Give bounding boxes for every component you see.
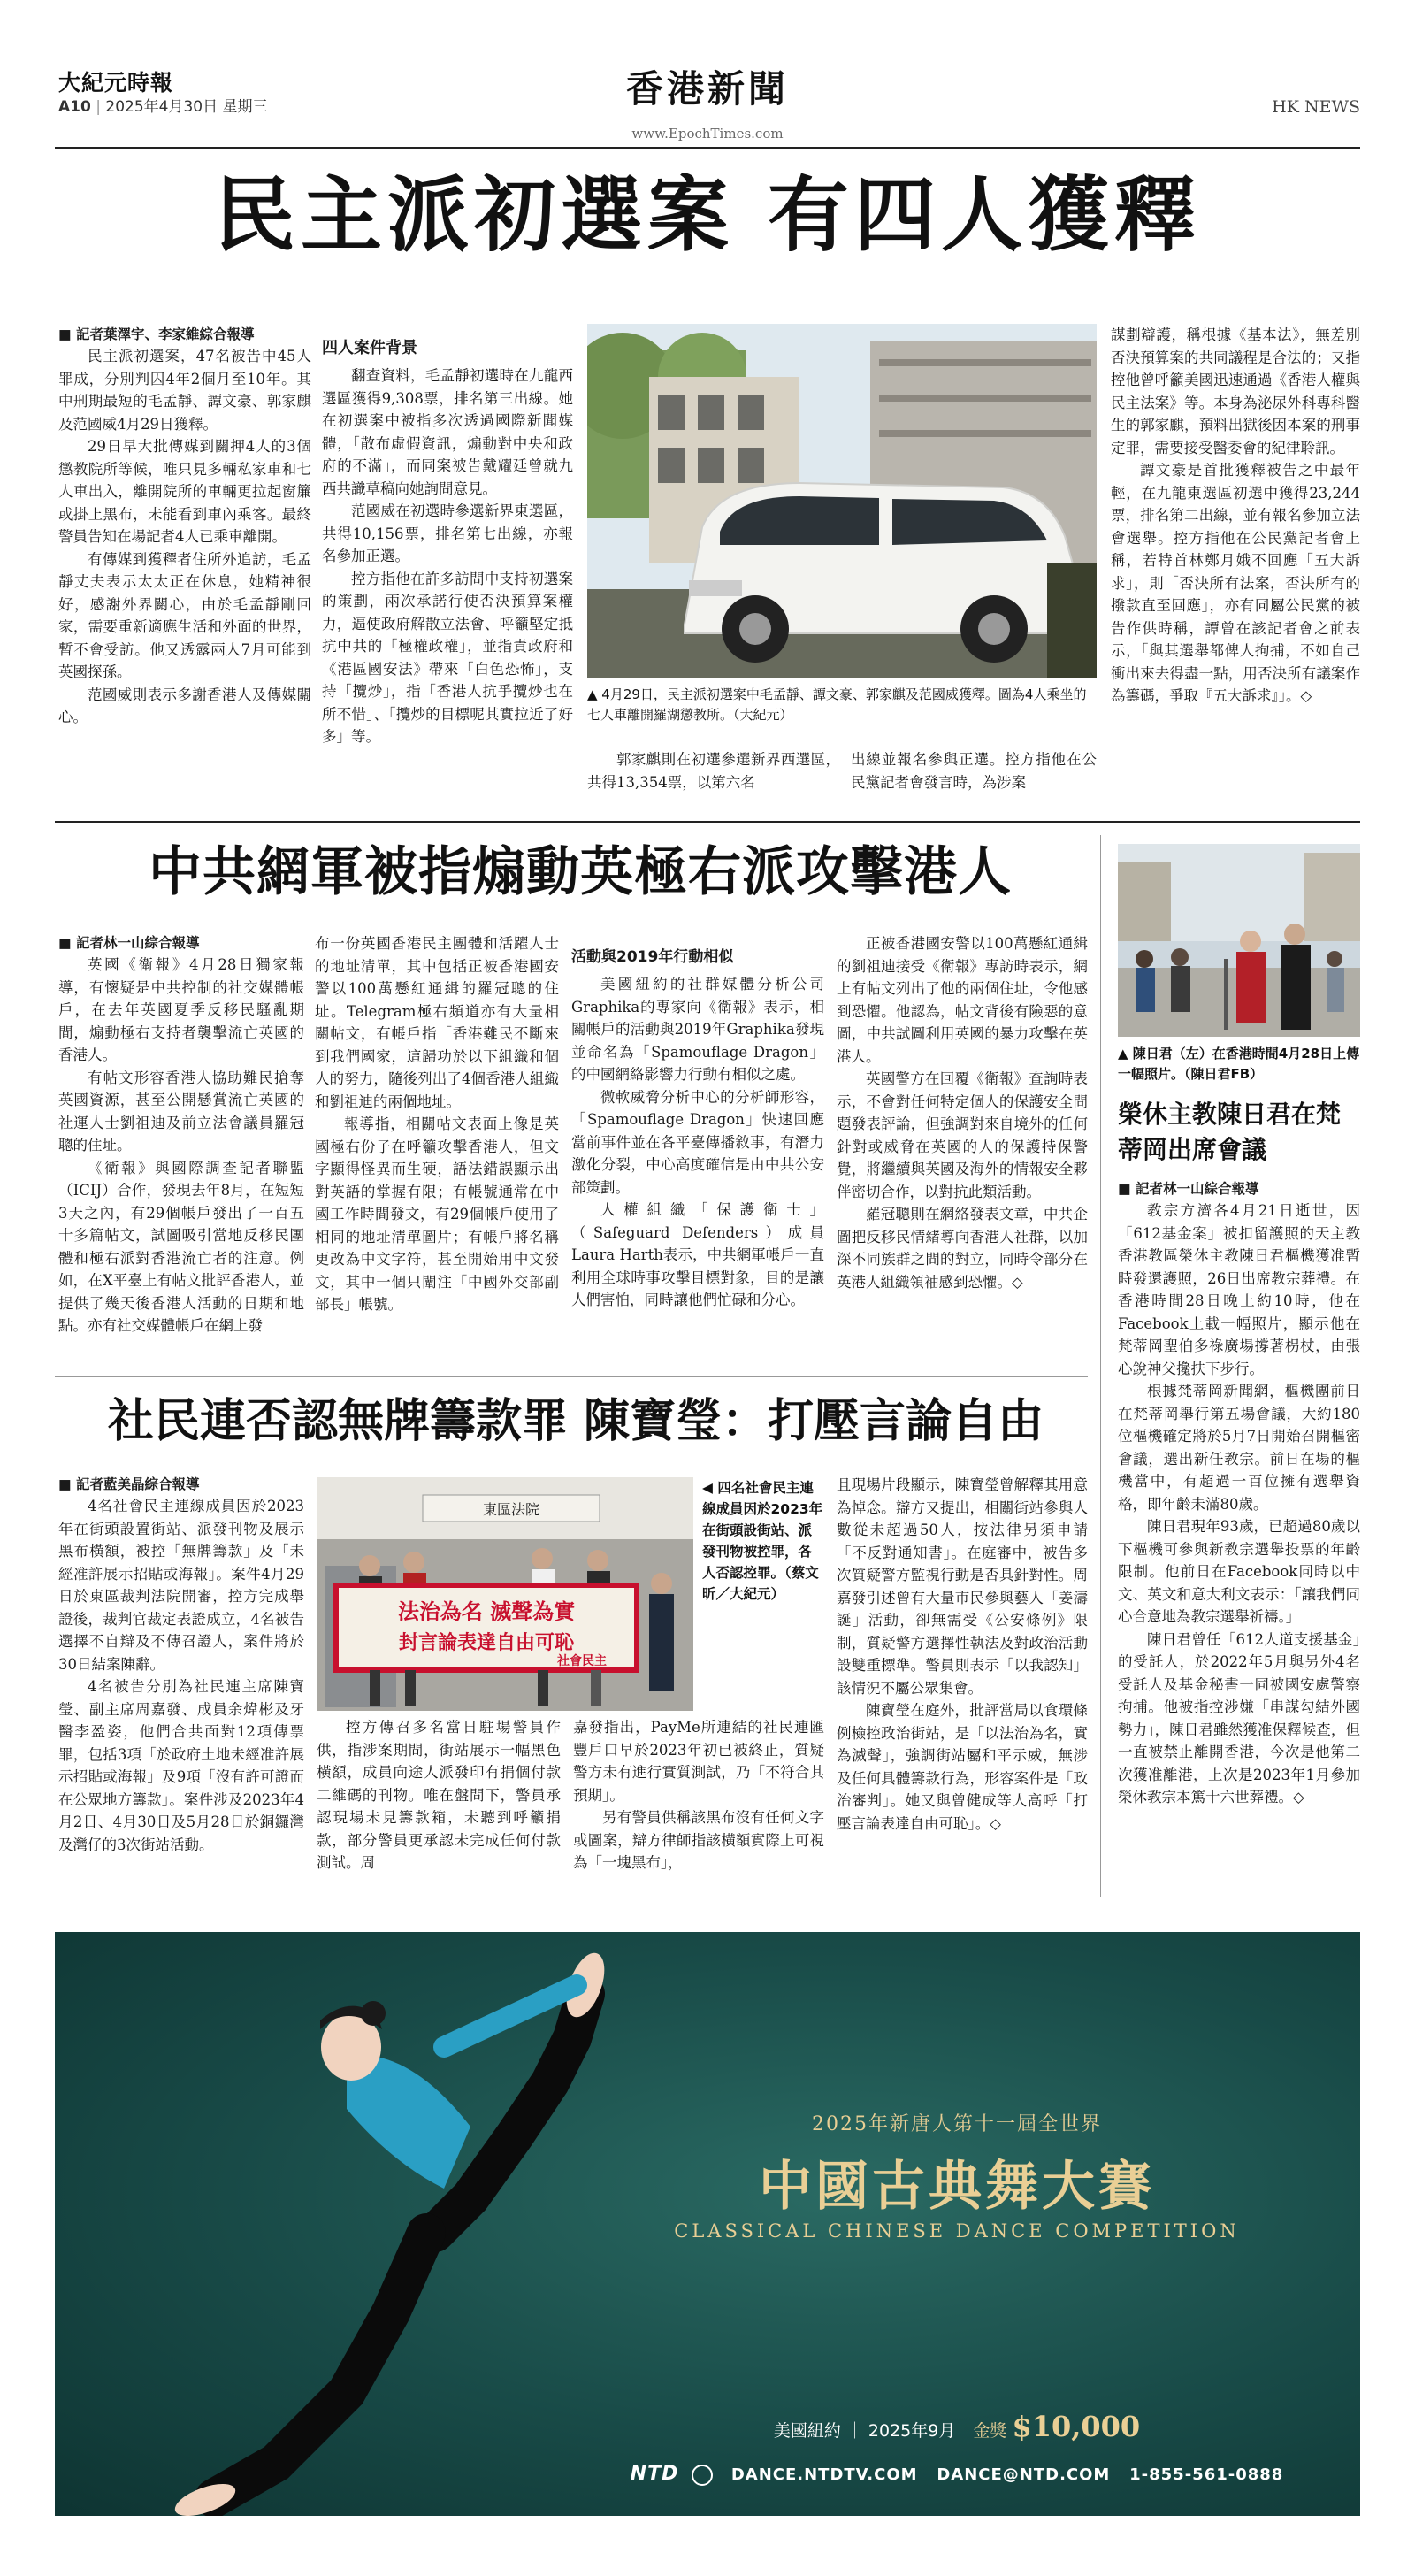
site-url: www.EpochTimes.com [631, 126, 784, 142]
article3-photo-caption: ▲ 陳日君（左）在香港時間4月28日上傳一幅照片。（陳日君FB） [1118, 1046, 1360, 1082]
article1-photo [587, 324, 1097, 678]
paragraph: 教宗方濟各4月21日逝世，因「612基金案」被扣留護照的天主教香港教區榮休主教陳日君樞機獲准暫時發還護照，26日出席教宗葬禮。在香港時間28日晚上約10時，他在Facebook上載一幅照片，顯示他在梵蒂岡聖伯多祿廣場撐著枴杖，由張心銳神父攙扶下步行。 [1118, 1202, 1360, 1377]
article1-column-3 [587, 748, 840, 801]
paragraph: 美國紐約的社群媒體分析公司Graphika的專家向《衛報》表示，相關帳戶的活動與2019年Graphika發現並命名為「Spamouflage Dragon」的中國網絡影響力行動有相似之處。 [571, 976, 824, 1083]
paragraph: 出線並報名參與正選。控方指他在公民黨記者會發言時，為涉案 [851, 751, 1097, 791]
ad-contacts: DANCE.NTDTV.COM DANCE@NTD.COM 1-855-561-0888 [730, 2465, 1284, 2484]
ad-prize-amount: $10,000 [1012, 2410, 1141, 2443]
paragraph: 范國威則表示多謝香港人及傳媒關心。 [58, 686, 311, 725]
paragraph: 英國《衛報》4月28日獨家報導，有懷疑是中共控制的社交媒體帳戶，在去年英國夏季反移民騷亂期間，煽動極右支持者襲擊流亡英國的香港人。 [58, 956, 304, 1063]
banner-line-2: 封言論表達自由可恥 [398, 1632, 575, 1654]
article2-column-3 [571, 932, 824, 1410]
paragraph: 控方傳召多名當日駐場警員作供，指涉案期間，街站展示一幅黑色橫額，成員向途人派發印有捐個付款二維碼的刊物。唯在盤問下，警員承認現場未見籌款箱，未聽到呼籲捐款，部分警員更承認未完成任何付款測試。周 [317, 1719, 561, 1871]
ad-prize-row [621, 2410, 1293, 2443]
article4-photo-caption: ◀ 四名社會民主連線成員因於2023年在街頭設街站、派發刊物被控罪，各人否認控罪。（蔡文昕／大紀元） [702, 1480, 823, 1602]
paragraph: 譚文豪是首批獲釋被告之中最年輕，在九龍東選區初選中獲得23,244票，排名第二出線，並有報名參加立法會選舉。控方指他在公民黨記者會上稱，若特首林鄭月娥不回應「五大訴求」，則「否決所有法案，否決所有的撥款直至回應」，亦有同屬公民黨的被告作供時稱，譚曾在該記者會之前表示，「與其選舉都俾人拘捕，不如自己衝出來去得盡一點，用否決所有議案作為籌碼，爭取『五大訴求』」。◇ [1111, 462, 1360, 704]
masthead-logo: 大紀元時報 [58, 70, 174, 96]
article3-photo [1118, 844, 1360, 1037]
article3-headline: 榮休主教陳日君在梵蒂岡出席會議 [1118, 1100, 1342, 1164]
dance-competition-ad [55, 1932, 1360, 2516]
paragraph: 正被香港國安警以100萬懸紅通緝的劉祖迪接受《衛報》專訪時表示，網上有帖文列出了他的兩個住址，令他感到恐懼。他認為，帖文背後有險惡的意圖，中共試圖利用英國的暴力攻擊在英港人。 [837, 935, 1088, 1065]
issue-date: 2025年4月30日 星期三 [105, 98, 268, 116]
ad-title-big: 中國古典舞大賽 [759, 2156, 1155, 2218]
article2-column-1 [58, 932, 304, 1410]
paragraph: 另有警員供稱該黑布沒有任何文字或圖案，辯方律師指該橫額實際上可視為「一塊黑布」， [573, 1809, 824, 1871]
article1-column-2 [322, 324, 573, 801]
paragraph: 翻查資料，毛孟靜初選時在九龍西選區獲得9,308票，排名第三出線。她在初選案中被指多次透過國際新聞媒體，「散布虛假資訊，煽動對中央和政府的不滿」，而同案被告戴耀廷曾就九西共識草稿向她詢問意見。 [322, 367, 573, 497]
banner-tag: 社會民主 [557, 1654, 607, 1668]
ntd-logo: NTD [630, 2463, 679, 2485]
paragraph: 根據梵蒂岡新聞網，樞機團前日在梵蒂岡舉行第五場會議，大約180位樞機確定將於5月7日開始召開樞密會議，選出新任教宗。前日在場的樞機當中，有超過一百位擁有選舉資格，即年齡未滿80歲。 [1118, 1383, 1360, 1513]
article4-column-2 [317, 1716, 561, 1934]
paragraph: 有帖文形容香港人協助難民搶奪英國資源，甚至公開懸賞流亡英國的社運人士劉祖迪及前立法會議員羅冠聰的住址。 [58, 1069, 304, 1154]
paragraph: 4名被告分別為社民連主席陳寶瑩、副主席周嘉發、成員余煒彬及牙醫李盈姿，他們合共面對12項傳票罪，包括3項「於政府土地未經准許展示招貼或海報」及9項「沒有許可證而在公眾地方籌款」。案件涉及2023年4月2日、4月30日及5月28日於銅鑼灣及灣仔的3次街站活動。 [58, 1678, 304, 1853]
ntd-globe-icon [692, 2465, 713, 2486]
article4-column-1 [58, 1474, 304, 1934]
article2-column-2 [315, 932, 559, 1410]
article1-column-1 [58, 324, 311, 801]
column-divider [1100, 835, 1101, 1897]
paragraph: 控方指他在許多訪問中支持初選案的策劃，兩次承諾行使否決預算案權力，逼使政府解散立法會、呼籲堅定抵抗中共的「極權政權」，並指責政府和《港區國安法》帶來「白色恐怖」，支持「攬炒」，指「香港人抗爭攬炒也在所不惜」、「攬炒的目標呢其實拉近了好多」等。 [322, 570, 573, 745]
paragraph: 布一份英國香港民主團體和活躍人士的地址清單，其中包括正被香港國安警以100萬懸紅通緝的羅冠聰的住址。Telegram極右頻道亦有大量相關帖文，有帳戶指「香港難民不斷來到我們國家，這歸功於以下組織和個人的努力，隨後列出了4個香港人組織和劉祖迪的兩個地址。 [315, 935, 559, 1110]
ad-title-small: 2025年新唐人第十一屆全世界 [812, 2113, 1102, 2135]
paragraph: 羅冠聰則在網絡發表文章，中共企圖把反移民情緒導向香港人社群，以加深不同族群之間的對立，同時令部分在英港人組織領袖感到恐懼。◇ [837, 1206, 1088, 1291]
article2-headline: 中共網軍被指煽動英極右派攻擊港人 [149, 841, 1012, 903]
section-title: 香港新聞 [625, 67, 789, 111]
article1-headline: 民主派初選案 有四人獲釋 [213, 168, 1202, 263]
ad-date-line: 美國紐約 ｜ 2025年9月 [773, 2421, 956, 2441]
paragraph: 英國警方在回覆《衛報》查詢時表示，不會對任何特定個人的保護安全問題發表評論，但強調對來自境外的任何針對或威脅在英國的人的保護持保警覺，將繼續與英國及海外的情報安全夥伴密切合作，以對抗此類活動。 [837, 1070, 1088, 1200]
paragraph: 且現場片段顯示，陳寶瑩曾解釋其用意為悼念。辯方又提出，相關街站參與人數從未超過50人，按法律另須申請「不反對通知書」。在庭審中，被告多次質疑警方監視行動是否具針對性。周嘉發引述曾有大量市民參與藝人「姜濤誕」活動，卻無需受《公安條例》限制，質疑警方選擇性執法及對政治活動設雙重標準。警員則表示「以我認知」該情況不屬公眾集會。 [837, 1476, 1088, 1697]
paragraph: 陳寶瑩在庭外，批評當局以食環條例檢控政治街站，是「以法治為名，實為滅聲」，強調街站屬和平示威，無涉及任何具體籌款行為，形容案件是「政治審判」。她又與曾健成等人高呼「打壓言論表達自由可恥」。◇ [837, 1702, 1088, 1832]
article3-byline: ■ 記者林一山綜合報導 [1118, 1181, 1259, 1197]
article1-photo-caption: ▲ 4月29日，民主派初選案中毛孟靜、譚文豪、郭家麒及范國威獲釋。圖為4人乘坐的七人車離開羅湖懲教所。（大紀元） [587, 686, 1087, 723]
section-divider [55, 1376, 1088, 1377]
article2-column-4 [837, 932, 1088, 1410]
article2-subheading: 活動與2019年行動相似 [571, 948, 734, 966]
banner-line-1: 法治為名 滅聲為實 [397, 1599, 576, 1624]
header-rule [55, 147, 1360, 149]
paragraph: 范國威在初選時參選新界東選區，共得10,156票，排名第七出線，亦報名參加正選。 [322, 502, 573, 564]
article1-column-4 [851, 748, 1097, 801]
ad-title-english: CLASSICAL CHINESE DANCE COMPETITION [674, 2220, 1240, 2242]
paragraph: 29日早大批傳媒到關押4人的3個懲教院所等候，唯只見多輛私家車和七人車出入，離開院所的車輛更拉起窗簾或掛上黑布，未能看到車內乘客。最終警員告知在場記者4人已乘車離開。 [58, 438, 311, 545]
article1-subheading: 四人案件背景 [322, 339, 417, 357]
article4-headline: 社民連否認無牌籌款罪 陳寶瑩：打壓言論自由 [107, 1395, 1044, 1448]
article1-byline: ■ 記者葉澤宇、李家維綜合報導 [58, 326, 255, 342]
court-sign-text: 東區法院 [482, 1501, 540, 1518]
article4-column-3 [573, 1716, 824, 1934]
paragraph: 陳日君現年93歲，已超過80歲以下樞機可參與新教宗選舉投票的年齡限制。他前日在Facebook同時以中文、英文和意大利文表示：「讓我們同心合意地為教宗選舉祈禱。」 [1118, 1518, 1360, 1625]
page-info: A10 | 2025年4月30日 星期三 [58, 98, 268, 116]
ad-prize-label: 金獎 [973, 2421, 1007, 2441]
article4-column-4 [837, 1474, 1088, 1934]
paragraph: 嘉發指出，PayMe所連結的社民連匯豐戶口早於2023年初已被終止，質疑警方未有進行實質測試，乃「不符合其預期」。 [573, 1719, 824, 1804]
paragraph: 謀劃辯護，稱根據《基本法》，無差別否決預算案的共同議程是合法的；又指控他曾呼籲美國迅速通過《香港人權與民主法案》等。本身為泌尿外科專科醫生的郭家麒，預料出獄後因本案的刑事定罪，需要接受醫委會的紀律聆訊。 [1111, 326, 1360, 456]
paragraph: 4名社會民主連線成員因於2023年在街頭設置街站、派發刊物及展示黑布橫額，被控「無牌籌款」及「未經准許展示招貼或海報」。案件4月29日於東區裁判法院開審，控方完成舉證後，裁判官裁定表證成立，4名被告選擇不自辯及不傳召證人，案件將於30日結案陳辭。 [58, 1498, 304, 1673]
paragraph: 微軟威脅分析中心的分析師形容，「Spamouflage Dragon」快速回應當前事件並在各平臺傳播敘事，有潛力激化分裂，中心高度確信是由中共公安部策劃。 [571, 1088, 824, 1196]
paragraph: 陳日君曾任「612人道支援基金」的受託人，於2022年5月與另外4名受託人及基金秘書一同被國安處警察拘捕。他被指控涉嫌「串謀勾結外國勢力」，陳日君雖然獲准保釋候查，但一直被禁止離開香港，今次是他第二次獲准離港，上次是2023年1月參加榮休教宗本篤十六世葬禮。◇ [1118, 1630, 1360, 1806]
section-divider [55, 821, 1360, 823]
paragraph: 報導指，相關帖文表面上像是英國極右份子在呼籲攻擊香港人，但文字顯得怪異而生硬，語法錯誤顯示出對英語的掌握有限；有帳號通常在中國工作時間發文，有29個帳戶使用了相同的地址清單圖片；有帳戶將名稱更改為中文字符，甚至開始用中文發文，其中一個只闡注「中國外交部副部長」帳號。 [315, 1116, 559, 1313]
paragraph: 有傳媒到獲釋者住所外追訪，毛孟靜丈夫表示太太正在休息，她精神很好，感謝外界關心，由於毛孟靜剛回家，需要重新適應生活和外面的世界，暫不會受訪。他又透露兩人7月可能到英國探孫。 [58, 550, 311, 680]
article4-byline: ■ 記者藍美晶綜合報導 [58, 1476, 200, 1492]
article2-byline: ■ 記者林一山綜合報導 [58, 935, 200, 951]
page-number: A10 [58, 98, 91, 116]
paragraph: 人權組織「保護衛士」（Safeguard Defenders）成員Laura Harth表示，中共網軍帳戶一直利用全球時事攻擊目標對象，目的是讓人們害怕，同時讓他們忙碌和分心。 [571, 1201, 824, 1308]
paragraph: 郭家麒則在初選參選新界西選區，共得13,354票，以第六名 [587, 751, 840, 791]
section-english: HK NEWS [1272, 97, 1360, 117]
article1-column-5 [1111, 324, 1360, 801]
ad-footer [621, 2463, 1293, 2486]
paragraph: 民主派初選案，47名被告中45人罪成，分別判囚4年2個月至10年。其中刑期最短的毛孟靜、譚文豪、郭家麒及范國威4月29日獲釋。 [58, 348, 311, 433]
paragraph: 《衛報》與國際調查記者聯盟（ICIJ）合作，發現去年8月，在短短3天之內，有29個帳戶發出了一百五十多篇帖文，試圖吸引當地反移民團體和極右派對香港流亡者的注意。例如，在X平臺上有帖文批評香港人，並提供了幾天後香港人活動的日期和地點。亦有社交媒體帳戶在網上發 [58, 1159, 304, 1334]
article4-photo [317, 1477, 693, 1711]
